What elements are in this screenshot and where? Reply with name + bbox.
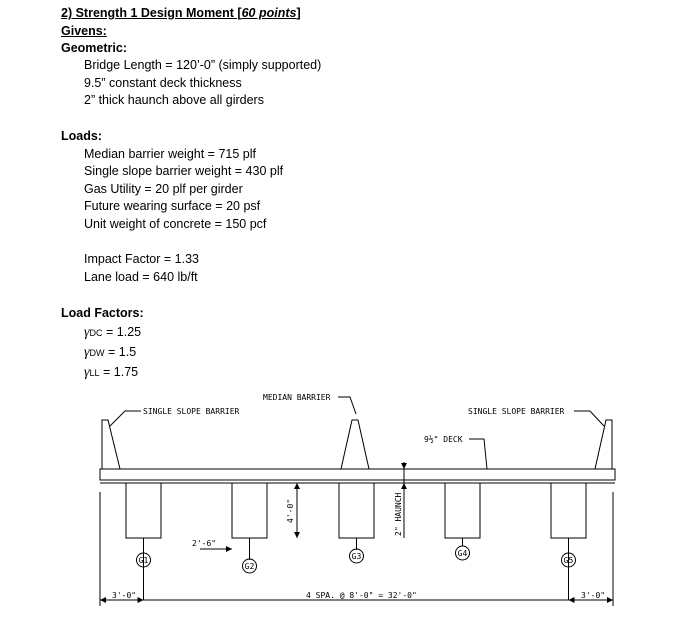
label-overhang-left: 3'-0" [112,591,137,600]
label-overhang-right: 3'-0" [581,591,606,600]
girder-g3 [339,483,374,538]
heading-prefix: 2) Strength 1 Design Moment [ [61,6,242,20]
impact-factor: Impact Factor = 1.33 [84,252,199,266]
gamma-symbol: γ [84,345,90,360]
load-item: Median barrier weight = 715 plf [84,147,256,161]
givens-label: Givens: [61,24,107,38]
haunch-arrow [401,463,407,469]
heading-suffix: ] [296,6,301,20]
heading-points: 60 points [241,6,297,20]
label-median: MEDIAN BARRIER [263,393,331,402]
label-haunch: 2" HAUNCH [394,492,403,536]
leader-right-barrier [574,411,604,426]
single-slope-barrier-right [595,420,612,469]
dim-arrow [100,597,106,603]
label-deck: 9½" DECK [424,435,463,444]
loads-label: Loads: [61,129,102,143]
load-item: Single slope barrier weight = 430 plf [84,164,284,178]
girder-label-g2: G2 [244,562,255,571]
label-single-slope-right: SINGLE SLOPE BARRIER [468,407,565,416]
load-item: Future wearing surface = 20 psf [84,199,261,213]
dim-arrow [569,597,575,603]
geometric-label: Geometric: [61,41,127,55]
lane-load: Lane load = 640 lb/ft [84,270,198,284]
girder-label-g3: G3 [351,552,362,561]
girder-g2 [232,483,267,538]
girder-g1 [126,483,161,538]
girder-label-g5: G5 [563,556,574,565]
factor-value: = 1.75 [99,365,139,379]
label-single-slope-left: SINGLE SLOPE BARRIER [143,407,240,416]
girder-label-g4: G4 [457,549,468,558]
median-barrier [341,420,369,469]
girder-g5 [551,483,586,538]
leader-median [338,397,356,414]
girder-label-g1: G1 [138,556,149,565]
girder-g4 [445,483,480,538]
deck-slab [100,469,615,480]
half-width-arrow [226,546,232,552]
dim-arrow [607,597,613,603]
load-item: Gas Utility = 20 plf per girder [84,182,243,196]
factor-value: = 1.25 [102,325,142,339]
factor-subscript: DW [89,348,105,358]
load-item: Unit weight of concrete = 150 pcf [84,217,267,231]
depth-arrow [294,483,300,489]
load-factors-label: Load Factors: [61,306,144,320]
geometric-item: Bridge Length = 120’-0” (simply supported) [84,58,322,72]
leader-deck [469,439,487,469]
label-spacing: 4 SPA. @ 8'-0" = 32'-0" [306,591,417,600]
gamma-symbol: γ [84,325,90,340]
geometric-item: 2” thick haunch above all girders [84,93,264,107]
geometric-item: 9.5” constant deck thickness [84,76,242,90]
leader-left-barrier [110,411,141,426]
label-girder-depth: 4'-0" [286,498,295,523]
single-slope-barrier-left [102,420,120,469]
dim-arrow [138,597,144,603]
haunch-arrow [401,483,407,489]
depth-arrow [294,532,300,538]
gamma-symbol: γ [84,365,90,380]
label-half-width: 2'-6" [192,539,217,548]
factor-value: = 1.5 [104,345,137,359]
factor-subscript: LL [89,368,100,378]
factor-subscript: DC [89,328,103,338]
